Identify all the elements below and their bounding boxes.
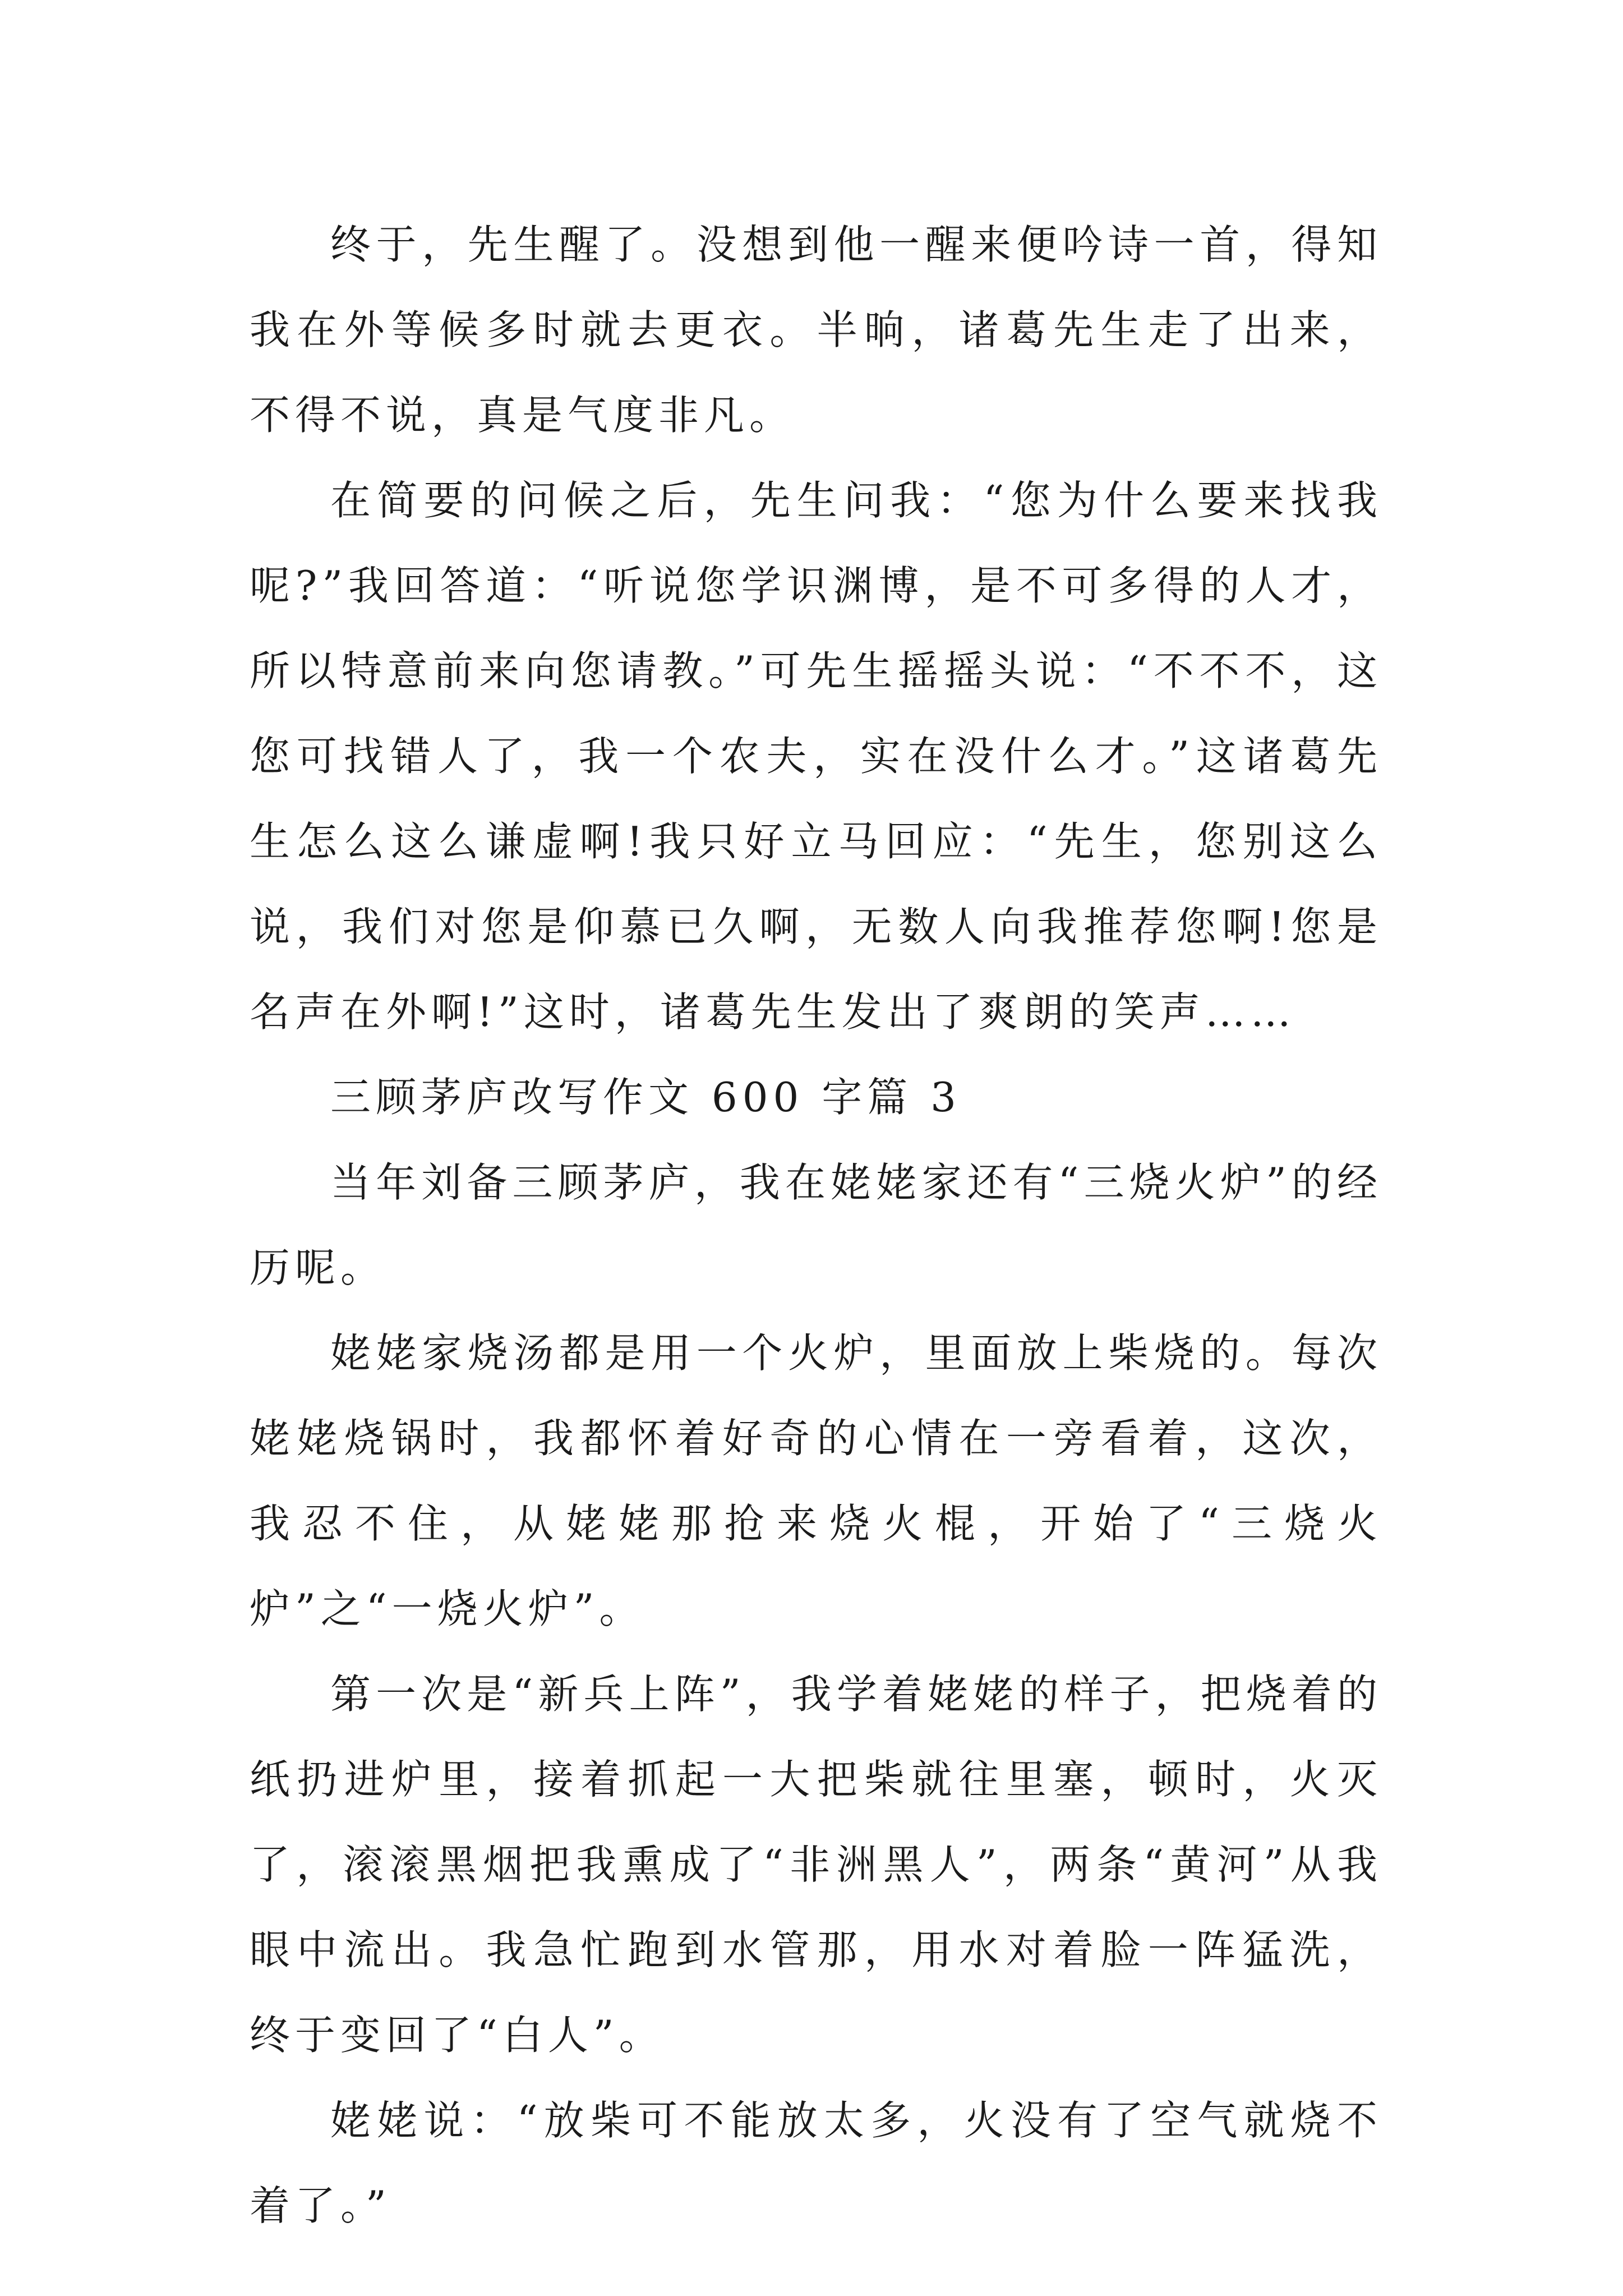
paragraph-2: 在简要的问候之后，先生问我：“您为什么要来找我呢?”我回答道：“听说您学识渊博，是不可多得的人才，所以特意前来向您请教。”可先生摇摇头说：“不不不，这您可找错人了，我一个农夫，实在没什么才。”这诸葛先生怎么这么谦虚啊!我只好立马回应：“先生，您别这么说，我们对您是仰慕已久啊，无数人向我推荐您啊!您是名声在外啊!”这时，诸葛先生发出了爽朗的笑声…… — [250, 477, 1382, 1036]
document-body — [250, 202, 1382, 2248]
section-heading: 三顾茅庐改写作文 600 字篇 3 — [330, 1074, 961, 1121]
paragraph-6: 第一次是“新兵上阵”，我学着姥姥的样子，把烧着的纸扔进炉里，接着抓起一大把柴就往里塞，顿时，火灭了，滚滚黑烟把我熏成了“非洲黑人”，两条“黄河”从我眼中流出。我急忙跑到水管那，用水对着脸一阵猛洗，终于变回了“白人”。 — [250, 1671, 1382, 2059]
paragraph-7: 姥姥说：“放柴可不能放太多，火没有了空气就烧不着了。” — [250, 2097, 1382, 2229]
paragraph-5: 姥姥家烧汤都是用一个火炉，里面放上柴烧的。每次姥姥烧锅时，我都怀着好奇的心情在一旁看着，这次，我忍不住，从姥姥那抢来烧火棍，开始了“三烧火炉”之“一烧火炉”。 — [250, 1329, 1382, 1632]
paragraph-1: 终于，先生醒了。没想到他一醒来便吟诗一首，得知我在外等候多时就去更衣。半晌，诸葛先生走了出来，不得不说，真是气度非凡。 — [250, 221, 1382, 439]
paragraph-4: 当年刘备三顾茅庐，我在姥姥家还有“三烧火炉”的经历呢。 — [250, 1159, 1382, 1291]
